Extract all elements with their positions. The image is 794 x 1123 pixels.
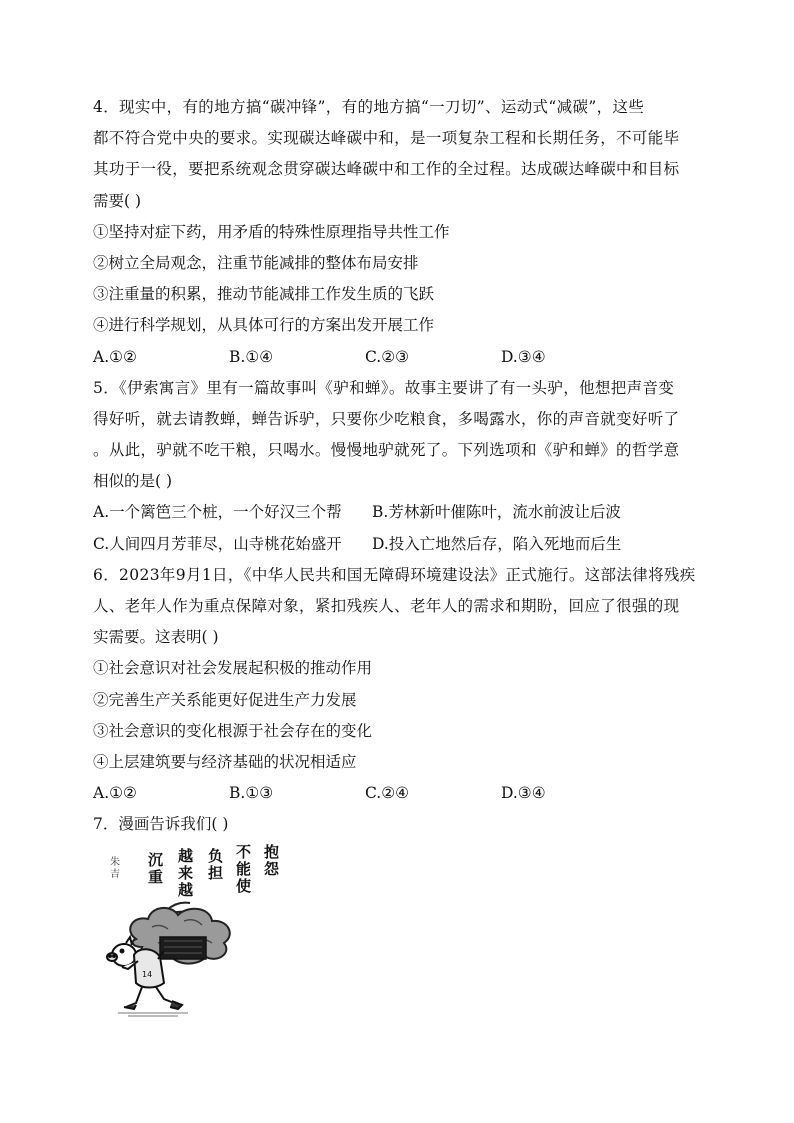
q6-stem-line-3: 实需要。这表明( )	[93, 628, 219, 647]
q5-stem-line-1: 5．《伊索寓言》里有一篇故事叫《驴和蝉》。故事主要讲了有一头驴，他想把声音变	[93, 378, 675, 397]
q6-item-2: ②完善生产关系能更好促进生产力发展	[93, 690, 357, 709]
q4-stem-line-1: 4．现实中，有的地方搞“碳冲锋”，有的地方搞“一刀切”、运动式“减碳”，这些	[93, 98, 645, 116]
q4-item-2: ②树立全局观念，注重节能减排的整体布局安排	[93, 253, 419, 272]
q4-options	[93, 342, 705, 373]
q4-option-c[interactable]: C.②③	[365, 347, 410, 366]
q5-stem-line-2: 得好听，就去请教蝉，蝉告诉驴，只要你少吃粮食，多喝露水，你的声音就变好听了	[93, 409, 680, 428]
q4-option-b[interactable]: B.①④	[229, 347, 274, 366]
q6-option-c[interactable]: C.②④	[365, 784, 410, 803]
caption-column-4: 越来越	[178, 847, 194, 899]
question-6	[93, 560, 705, 810]
question-7	[93, 809, 705, 840]
signature-mark: 朱吉	[110, 857, 120, 880]
q5-option-a[interactable]: A.一个篱笆三个桩，一个好汉三个帮	[93, 503, 342, 522]
q4-item-3: ③注重量的积累，推动节能减排工作发生质的飞跃	[93, 285, 435, 304]
q5-stem-line-3: 。从此，驴就不吃干粮，只喝水。慢慢地驴就死了。下列选项和《驴和蝉》的哲学意	[93, 441, 680, 460]
q4-item-1: ①坚持对症下药，用矛盾的特殊性原理指导共性工作	[93, 222, 450, 241]
q7-stem: 7．漫画告诉我们( )	[93, 815, 229, 834]
exam-page	[93, 92, 705, 841]
q6-option-d[interactable]: D.③④	[501, 784, 546, 803]
q4-stem-line-2: 都不符合党中央的要求。实现碳达峰碳中和，是一项复杂工程和长期任务，不可能毕	[93, 129, 680, 148]
q4-option-d[interactable]: D.③④	[501, 347, 546, 366]
q4-option-a[interactable]: A.①②	[93, 347, 137, 366]
figure-tag: 14	[142, 970, 153, 979]
q5-option-b[interactable]: B.芳林新叶催陈叶，流水前波让后波	[372, 503, 621, 522]
caption-column-3: 负担	[208, 847, 224, 882]
q4-stem-line-3: 其功于一役，要把系统观念贯穿碳达峰碳中和工作的全过程。达成碳达峰碳中和目标	[93, 160, 680, 179]
q5-options-row-2	[93, 529, 705, 560]
q6-stem-line-2: 人、老年人作为重点保障对象，紧扣残疾人、老年人的需求和期盼，回应了很强的现	[93, 597, 680, 615]
q5-options-row-1	[93, 497, 705, 528]
ground-shadow	[118, 1013, 188, 1016]
question-5	[93, 373, 705, 560]
q4-stem-line-4: 需要( )	[93, 191, 142, 210]
q5-stem-line-4: 相似的是( )	[93, 472, 173, 491]
q6-stem-line-1: 6．2023年9月1日，《中华人民共和国无障碍环境建设法》正式施行。这部法律将残疾	[93, 565, 696, 584]
q6-option-a[interactable]: A.①②	[93, 784, 137, 803]
q6-item-1: ①社会意识对社会发展起积极的推动作用	[93, 659, 373, 678]
q5-option-c[interactable]: C.人间四月芳菲尽，山寺桃花始盛开	[93, 534, 342, 553]
q5-option-d[interactable]: D.投入亡地然后存，陷入死地而后生	[372, 534, 622, 553]
caption-column-2: 不能使	[236, 843, 252, 895]
caption-column-1: 抱怨	[264, 843, 280, 878]
q6-item-4: ④上层建筑要与经济基础的状况相适应	[93, 752, 357, 771]
cartoon-image	[98, 843, 280, 1019]
caption-column-5: 沉重	[148, 851, 164, 886]
cartoon-drawing	[98, 843, 280, 1019]
q4-item-4: ④进行科学规划，从具体可行的方案出发开展工作	[93, 316, 435, 335]
q6-item-3: ③社会意识的变化根源于社会存在的变化	[93, 721, 373, 740]
question-4	[93, 92, 705, 373]
q6-options	[93, 778, 705, 809]
q6-option-b[interactable]: B.①③	[229, 784, 274, 803]
